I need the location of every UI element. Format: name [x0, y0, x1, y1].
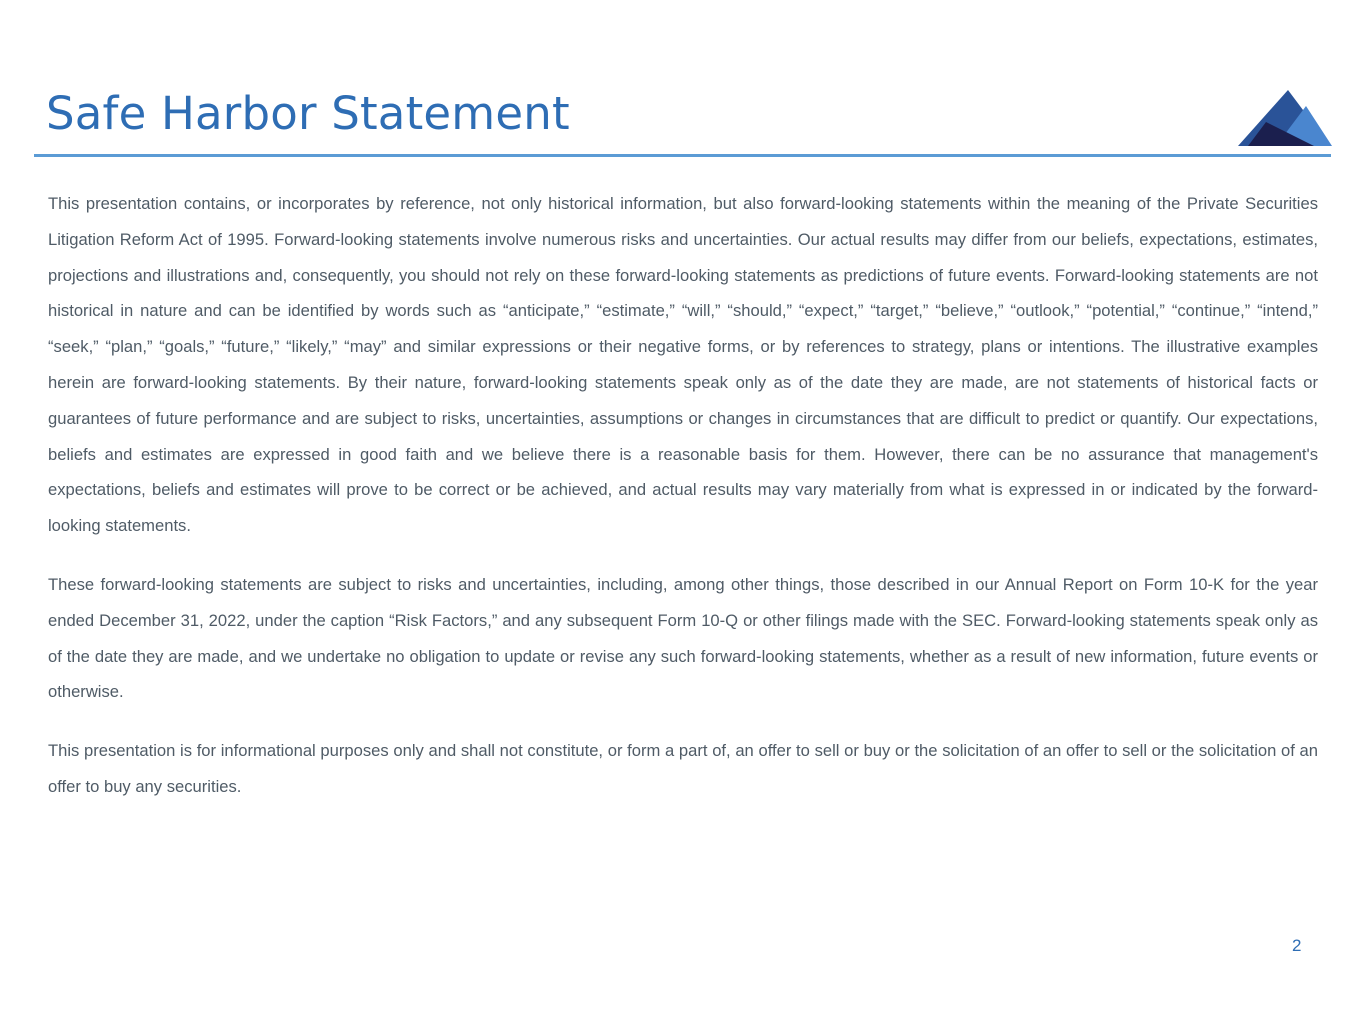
paragraph-forward-looking: This presentation contains, or incorporates by reference, not only historical information, but also forward-looking statements within the meaning of the Private Securities Litigation Reform Act of 1995. Forward-looking statements involve numerous risks and uncertainties. Our actual results may differ from our beliefs, expectations, estimates, projections and illustrations and, consequently, you should not rely on these forward-looking statements as predictions of future events. Forward-looking statements are not historical in nature and can be identified by words such as “anticipate,” “estimate,” “will,” “should,” “expect,” “target,” “believe,” “outlook,” “potential,” “continue,” “intend,” “seek,” “plan,” “goals,” “future,” “likely,” “may” and similar expressions or their negative forms, or by references to strategy, plans or intentions. The illustrative examples herein are forward-looking statements. By their nature, forward-looking statements speak only as of the date they are made, are not statements of historical facts or guarantees of future performance and are subject to risks, uncertainties, assumptions or changes in circumstances that are difficult to predict or quantify. Our expectations, beliefs and estimates are expressed in good faith and we believe there is a reasonable basis for them. However, there can be no assurance that management's expectations, beliefs and estimates will prove to be correct or be achieved, and actual results may vary materially from what is expressed in or indicated by the forward-looking statements.	[48, 194, 1318, 536]
mountain-logo-icon	[1236, 88, 1332, 148]
safe-harbor-body	[48, 186, 1318, 828]
title-divider	[34, 154, 1331, 157]
page-number: 2	[1292, 936, 1302, 955]
paragraph-risks: These forward-looking statements are subject to risks and uncertainties, including, among other things, those described in our Annual Report on Form 10-K for the year ended December 31, 2022, under the caption “Risk Factors,” and any subsequent Form 10-Q or other filings made with the SEC. Forward-looking statements speak only as of the date they are made, and we undertake no obligation to update or revise any such forward-looking statements, whether as a result of new information, future events or otherwise.	[48, 574, 1318, 702]
slide-title: Safe Harbor Statement	[46, 87, 570, 140]
paragraph-informational: This presentation is for informational purposes only and shall not constitute, or form a part of, an offer to sell or buy or the solicitation of an offer to sell or the solicitation of an offer to buy any securities.	[48, 741, 1318, 796]
